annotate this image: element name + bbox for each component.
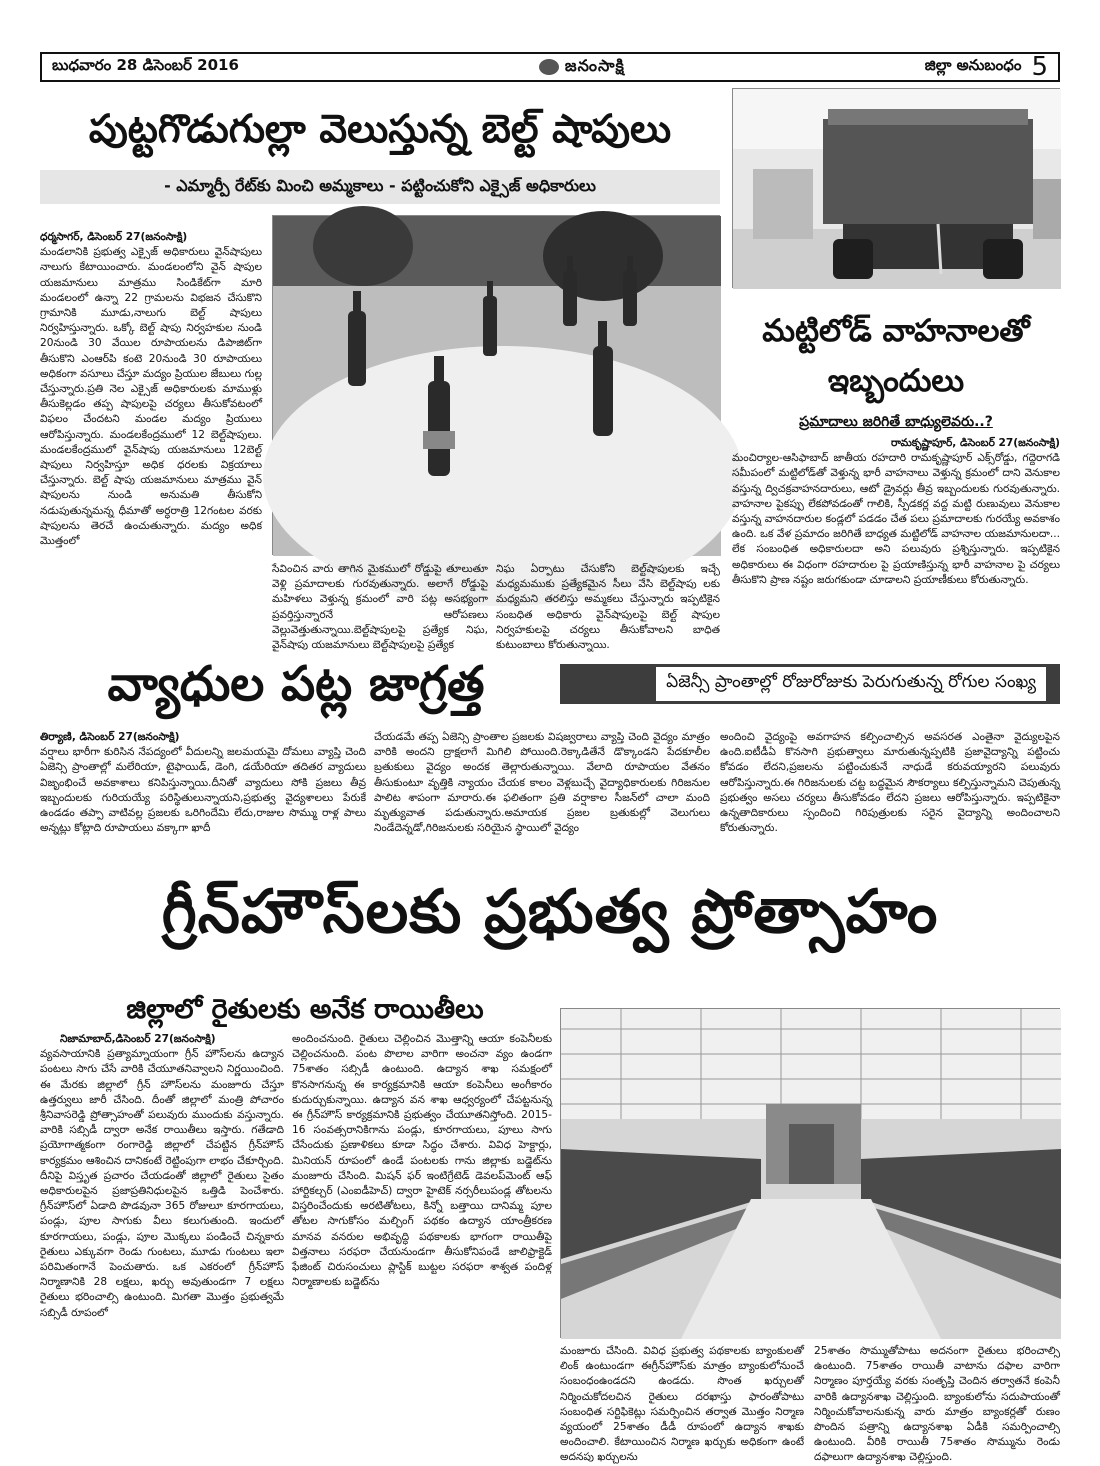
page-number: 5 bbox=[1031, 52, 1048, 82]
newspaper-logo bbox=[539, 56, 625, 79]
greenhouse-photo bbox=[561, 1009, 1061, 1339]
story3-headline: వ్యాధుల పట్ల జాగ్రత్త bbox=[107, 656, 485, 712]
story3-body-1: వర్షాలు భారీగా కురిసిన నేపద్యంలో వీదులన్ని జలమయమై దోమలు వ్యాప్తి చెంది ఏజెన్సి ప్రాంతాల్లో మలేరియా, టైఫాయిడ్, డెంగి, డయేరియా తదితర వ్యాదులు విజృంభించే అవకాశాలు కనిపిస్తున్నాయి.దీనితో వ్యాదులు సోకి ప్రజలు తీవ్ర ఇబ్బందులకు గురియయ్యే పరిస్థితులున్నాయని,ప్రభుత్వ వైద్యశాలలు పేరుకే ఉండడం తప్పా వాటివల్ల ప్రజలకు ఒరిగిందేమి లేదు,రాజుల సొమ్ము రాళ్ల పాలు అన్నట్లు కోట్లాది రూపాయలు వక్కాగా ఖాదీ bbox=[40, 746, 366, 835]
story4-body-1: వ్యవసాయానికి ప్రత్యామ్నాయంగా గ్రీన్ హౌస్‌లను ఉద్యాన పంటలు సాగు చేసే వారికి చేయూతనివ్వాలని నిర్ణయించింది. ఈ మేరకు జిల్లాలో గ్రీన్ హౌస్‌లను మంజూరు చేస్తూ ఉత్తర్వులు జారీ చేసింది. దీంతో జిల్లాలో మంత్రి పోచారం శ్రీనివాసరెడ్డి ప్రోత్సాహంతో పలువురు ముందుకు వస్తున్నారు. వారికి సబ్సిడీ ద్వారా అనేక రాయితీలు ఇస్తారు. గతేడాది ప్రయోగాత్మకంగా రంగారెడ్డి జిల్లాలో చేపట్టిన గ్రీన్‌హౌస్ కార్యక్రమం ఆశించిన దానికంటే రెట్టింపుగా లాభం చేకూర్చింది. దీనిపై విస్తృత ప్రచారం చేయడంతో జిల్లాలో రైతులు సైతం అధికారులపైన ప్రజాప్రతినిధులపైన ఒత్తిడి పెంచేశారు. గ్రీన్‌హౌస్‌లో ఏడాది పొడవునా 365 రోజులూ కూరగాయలు, పండ్లు, పూల సాగుకు వీలు కలుగుతుంది. ఇందులో కూరగాయలు, పండ్లు, పూల మొక్కలు పండించే చిన్నకారు రైతులు ఎక్కువగా రెండు గుంటలు, మూడు గుంటలు ఇలా పరిమితంగానే పెంచుతారు. ఒక ఎకరంలో గ్రీన్‌హౌస్ నిర్మాణానికి 28 లక్షలు, ఖర్చు అవుతుండగా 7 లక్షలు రైతులు భరించాల్సి ఉంటుంది. మిగతా మొత్తం ప్రభుత్వమే సబ్సిడీ రూపంలో bbox=[40, 1048, 284, 1319]
story1-column-2 bbox=[272, 562, 488, 652]
story1-body-1: మండలానికి ప్రభుత్వ ఎక్సైజ్ అధికారులు వైన్‌షాపులు నాలుగు కేటాయించారు. మండలంలోని వైన్ షాపుల యజమానులు మాత్రము సిండికేట్‌గా మారి మండలంలో ఉన్నా 22 గ్రామలను విభజన చేసుకొని గ్రామానికి మూడు,నాలుగు బెల్ట్ షాపులు నిర్వహిస్తున్నారు. ఒక్కో బెల్ట్ షాపు నిర్వహకుల నుండి 20నుండి 30 వేయిల రూపాయలను డిపాజిట్‌గా తీసుకొని ఎంఆర్‌పి కంటె 20నుండి 30 రూపాయలు అధికంగా వసూలు చేస్తూ మద్యం ప్రియుల జేబులు గుల్ల చేస్తున్నారు.ప్రతి నెల ఎక్సైజ్ అధికారులకు మాముళ్లు తీసుకెల్లడం తప్ప షాపులపై చర్యలు తీసుకోవటంలో విఫలం చేందటని మండల మద్యం ప్రియులు ఆరోపిస్తున్నారు. మండలకేంద్రములో 12 బెల్ట్‌షాపులు. మండలకేంద్రములో వైన్‌షాపు యజమానులు 12బెల్ట్ షాపులు నిర్వహిస్తూ అధిక ధరలకు విక్రయాలు చేస్తున్నారు. బెల్ట్ షాపు యజమానులు మాత్రము వైన్ షాపులను నుండి అనుమతి తీసుకోని నడుపుతున్నమన్న ధీమాతో అర్ధరాత్రి 12గంటల వరకు షాపులను తెరచే ఉంచుతున్నారు. మద్యం అధిక మొత్తంలో bbox=[40, 246, 262, 548]
story2-dateline: రామకృష్ణాపూర్, డిసెంబర్ 27(జనంసాక్షి) bbox=[890, 437, 1060, 449]
truck-photo bbox=[733, 89, 1061, 289]
story2-headline-line1: మట్టిలోడ్ వాహనాలతో bbox=[762, 313, 1030, 349]
story2-photo bbox=[732, 88, 1060, 288]
story4-body-4: 25శాతం సొమ్ముతోపాటు అదనంగా రైతులు భరించాల్సి ఉంటుంది. 75శాతం రాయితీ వాటాను దఫాల వారిగా నిర్మాణం పూర్తయ్యే వరకు సంతృప్తి చెందిన తర్వాతనే కంపెనీ వారికి ఉద్యానశాఖ చెల్లిస్తుంది. బ్యాంకులోను సదుపాయంతో నిర్మించుకోవాలనుకున్న వారు మాత్రం బ్యాంకర్లతో రుణం పొందిన పత్రాన్ని ఉద్యానశాఖ ఏడీకి సమర్పించాల్సి ఉంటుంది. వీరికి రాయితీ 75శాతం సొమ్మును రెండు దఫాలుగా ఉద్యానశాఖ చెల్లిస్తుంది. bbox=[814, 1345, 1060, 1464]
section-name: జిల్లా అనుబంధం bbox=[924, 56, 1022, 74]
story4-photo bbox=[560, 1008, 1060, 1338]
story4-column-2 bbox=[292, 1032, 552, 1428]
story4-body-2: అందించనుంది. రైతులు చెల్లించిన మొత్తాన్ని ఆయా కంపెనీలకు చెల్లించనుంది. పంట పొలాల వారిగా అంచనా వ్యం ఉండగా 75శాతం సబ్సిడీ ఉంటుంది. ఉద్యాన శాఖ సమక్షంలో కొనసాగనున్న ఈ కార్యక్రమానికి ఆయా కంపెనీలు అంగీకారం కుదుర్చుకున్నాయి. ఉద్యాన వన శాఖ ఆధ్వర్యంలో చేపట్టనున్న ఈ గ్రీన్‌హౌస్ కార్యక్రమానికి ప్రభుత్వం చేయూతనిస్తోంది. 2015-16 సంవత్సరానికిగాను పండ్లు, కూరగాయలు, పూలు సాగు చేసేందుకు ప్రణాళికలు కూడా సిద్ధం చేశారు. వివిధ హెక్టార్లు, మినియన్ రూపంలో ఉండే పంటలకు గాను జిల్లాకు బడ్జెట్‌ను మంజూరు చేసింది. మిషన్ ఫర్ ఇంటిగ్రేటెడ్ డెవలప్‌మెంట్ ఆఫ్ హార్టికల్చర్ (ఎంఐడీహెచ్) ద్వారా హైటెక్ నర్సరీలుపండ్ల తోటలను విస్తరించేందుకు అరటితోటలు, కిన్నో బత్తాయి దానిమ్మ పూల తోటల సాగుకోసం మల్చింగ్ పథకం ఉద్యాన యాంత్రీకరణ మానవ వనరుల అభివృద్ధి పథకాలకు భాగంగా రాయితీపై విత్తనాలు సరఫరా చేయనుండగా తీసుకోనిపండే జాలిఫ్రాక్టెడ్ ఫేజింట్ చిరుసంచులు ప్లాస్టిక్ బుట్టల సరఫరా శాశ్వత పందిళ్ల నిర్మాణాలకు బడ్జెట్‌ను bbox=[292, 1033, 552, 1289]
story3-body-3: అందించి వైద్యంపై అవగాహన కల్పించాల్సిన అవసరత ఎంతైనా వైద్యులపైన ఉంది.ఐటీడీఏ కొనసాగి ప్రభుత్వాలు మారుతున్నప్పటికి ప్రజావైద్యాన్ని పట్టించు కోవడం లేదని,ప్రజలను పట్టించుకునే నాధుడే కరువయ్యారని పలువురు ఆరోపిస్తున్నారు.ఈ గిరిజనులకు చట్ట బద్ధమైన సౌకర్యాలు కల్పిస్తున్నామని చెపుతున్న ప్రభుత్వం అసలు చర్యలు తీసుకోవడం లేదని ప్రజలు ఆరోపిస్తున్నారు. ఇప్పటికైనా ఉన్నతాదికారులు స్పందించి గిరిపుత్రులకు సరైన వైద్యాన్ని అందించాలని కోరుతున్నారు. bbox=[720, 731, 1060, 835]
story1-photo bbox=[272, 215, 720, 555]
story1-subhead: - ఎమ్మార్పీ రేట్‌కు మించి అమ్మకాలు - పట్టించుకోని ఎక్సైజ్ అధికారులు bbox=[40, 170, 720, 204]
story2-subhead: ప్రమాదాలు జరిగితే బాధ్యులెవరు..? bbox=[799, 414, 993, 430]
story3-column-1 bbox=[40, 730, 366, 835]
story1-dateline: ధర్మసాగర్, డిసెంబర్ 27(జనంసాక్షి) bbox=[40, 231, 188, 243]
story3-column-2 bbox=[374, 730, 710, 835]
story4-body-3: మంజూరు చేసింది. వివిధ ప్రభుత్వ పథకాలకు బ్యాంకులతో లింక్ ఉంటుండగా ఈగ్రీన్‌హౌస్‌కు మాత్రం బ్యాంకులోనుంచే సంబంధంఉండదని ఉండదు. సొంత ఖర్చులతో నిర్మించుకోదలచిన రైతులు దరఖాస్తు ఫారంతోపాటు సంబంధిత సర్టిఫికెట్లు సమర్పించిన తర్వాత మొత్తం నిర్మాణ వ్యయంలో 25శాతం డీడీ రూపంలో ఉద్యాన శాఖకు అందించాలి. కేటాయించిన నిర్మాణ ఖర్చుకు అధికంగా ఉంటే అదనపు ఖర్చులను bbox=[560, 1345, 804, 1464]
story4-column-4 bbox=[814, 1344, 1060, 1464]
section-info bbox=[925, 52, 1048, 82]
story1-headline: పుట్టగొడుగుల్లా వెలుస్తున్న బెల్ట్ షాపులు bbox=[88, 107, 672, 152]
story3-subhead-box bbox=[560, 664, 1060, 704]
issue-date: బుధవారం 28 డిసెంబర్ 2016 bbox=[52, 56, 239, 74]
story3-subhead: ఏజెన్సీ ప్రాంతాల్లో రోజురోజుకు పెరుగుతున్న రోగుల సంఖ్య bbox=[656, 667, 1046, 701]
story4-headline: గ్రీన్‌హౌస్‌లకు ప్రభుత్వ ప్రోత్సాహం bbox=[161, 877, 939, 947]
story3-dateline: తిర్యాణి, డిసెంబర్ 27(జనంసాక్షి) bbox=[40, 731, 180, 743]
masthead bbox=[40, 52, 1060, 82]
story4-column-1 bbox=[40, 1032, 284, 1428]
story4-column-3 bbox=[560, 1344, 804, 1464]
story2-headline-line2: ఇబ్బందులు bbox=[827, 363, 965, 399]
story4-subhead: జిల్లాలో రైతులకు అనేక రాయితీలు bbox=[126, 994, 484, 1025]
bottles-on-table-photo bbox=[273, 216, 721, 556]
story3-column-3 bbox=[720, 730, 1060, 835]
story2-body: మంచిర్యాల-ఆసిఫాబాద్ జాతీయ రహదారి రామకృష్ణాపూర్ ఎక్స్‌రోడ్డు, గద్దెరాగడి సమీపంలో మట్టిలోడ్‌తో వెళ్తున్న భారీ వాహనాలు వెళ్తున్న క్రమంలో దాని వెనుకాల వస్తున్న ద్విచక్రవాహనదారులు, ఆటో డ్రైవర్లు తీవ్ర ఇబ్బందులకు గురవుతున్నారు. వాహనాల పైకప్పు లేకపోవడంతో గాలికి, స్పీడకర్ల వద్ద మట్టి రుణువులు వెనుకాల వస్తున్న వాహనదారుల కండ్లలో పడడం చేత పలు ప్రమాదాలకు గురయ్యే అవకాశం ఉంది. ఒక వేళ ప్రమాదం జరిగితే బాధ్యత మట్టిలోడ్ వాహనాల యజమానులదా... లేక సంబంధిత అధికారులదా అని పలువురు ప్రశ్నిస్తున్నారు. ఇప్పటికైన అధికారులు ఈ విధంగా రహదారుల పై ప్రయాణిస్తున్న భారీ వాహనాల పై చర్యలు తీసుకొని ప్రాణ నష్టం జరుగకుండా చూడాలని ప్రయాణీకులు కోరుతున్నారు. bbox=[732, 452, 1060, 586]
story1-body-2: సేవించిన వారు తాగిన మైకములో రోడ్డుపై తూలుతూ వెళ్లి ప్రమాదాలకు గురవుతున్నారు. అలాగే రోడ్డుపై మహిళలు వెళ్తున్న క్రమంలో వారి పట్ల అసభ్యంగా ప్రవర్తిస్తున్నారనే ఆరోపణలు వెల్లువెత్తుతున్నాయి.బెల్ట్‌షాపులపై ప్రత్యేక నిఘ, వైన్‌షాపు యజమానులు బెల్ట్‌షాపులపై ప్రత్యేక bbox=[272, 563, 488, 652]
story3-body-2: చేయడమే తప్ప ఏజెన్సి ప్రాంతాల ప్రజలకు విషజ్వరాలు వ్యాప్తి చెంది వైద్యం మాత్రం వారికి అందని ద్రాక్షలాగే మిగిలి పోయింది.రెక్కాడితేనే డొక్కాండని పేదకూలీల బ్రతుకులు వైద్యం అందక తెల్లారుతున్నాయి. వేలాది రూపాయల వేతనం తీసుకుంటూ వృత్తికి న్యాయం చేయక కాలం వెళ్లబుచ్చే వైద్యాధికారులకు గిరిజనుల పాలిట శాపంగా మారారు.ఈ ఫలితంగా ప్రతి వర్షాకాల సీజన్‌లో చాలా మంది మృత్యువాత పడుతున్నారు.అమాయక ప్రజల బ్రతుకుల్లో వెలుగులు నిండేదెన్నడో,గిరిజనులకు సరియైన స్థాయిలో వైద్యం bbox=[374, 731, 710, 835]
story4-dateline: నిజామాబాద్,డిసెంబర్ 27(జనంసాక్షి) bbox=[60, 1033, 216, 1045]
story2-column bbox=[732, 436, 1060, 652]
story1-body-3: నిఘ ఏర్పాటు చేసుకోని బెల్ట్‌షాపులకు ఇచ్చే మధ్యమముకు ప్రత్యేకమైన సీలు వేసి బెల్ట్‌షాపు లకు మధ్యమని తరలిస్తు అమ్మకలు చేస్తున్నారు ఇప్పటికైన సంబధిత అధికారు వైన్‌షాపులపై బెల్ట్ షాపుల నిర్వహకులపై చర్యలు తీసుకోవాలని బాధిత కుటుంబాలు కోరుతున్నాయి. bbox=[496, 563, 720, 652]
story1-column-3 bbox=[496, 562, 720, 652]
logo-text: జనంసాక్షి bbox=[564, 55, 625, 75]
logo-emblem-icon bbox=[539, 59, 559, 75]
story1-column-1 bbox=[40, 230, 262, 650]
